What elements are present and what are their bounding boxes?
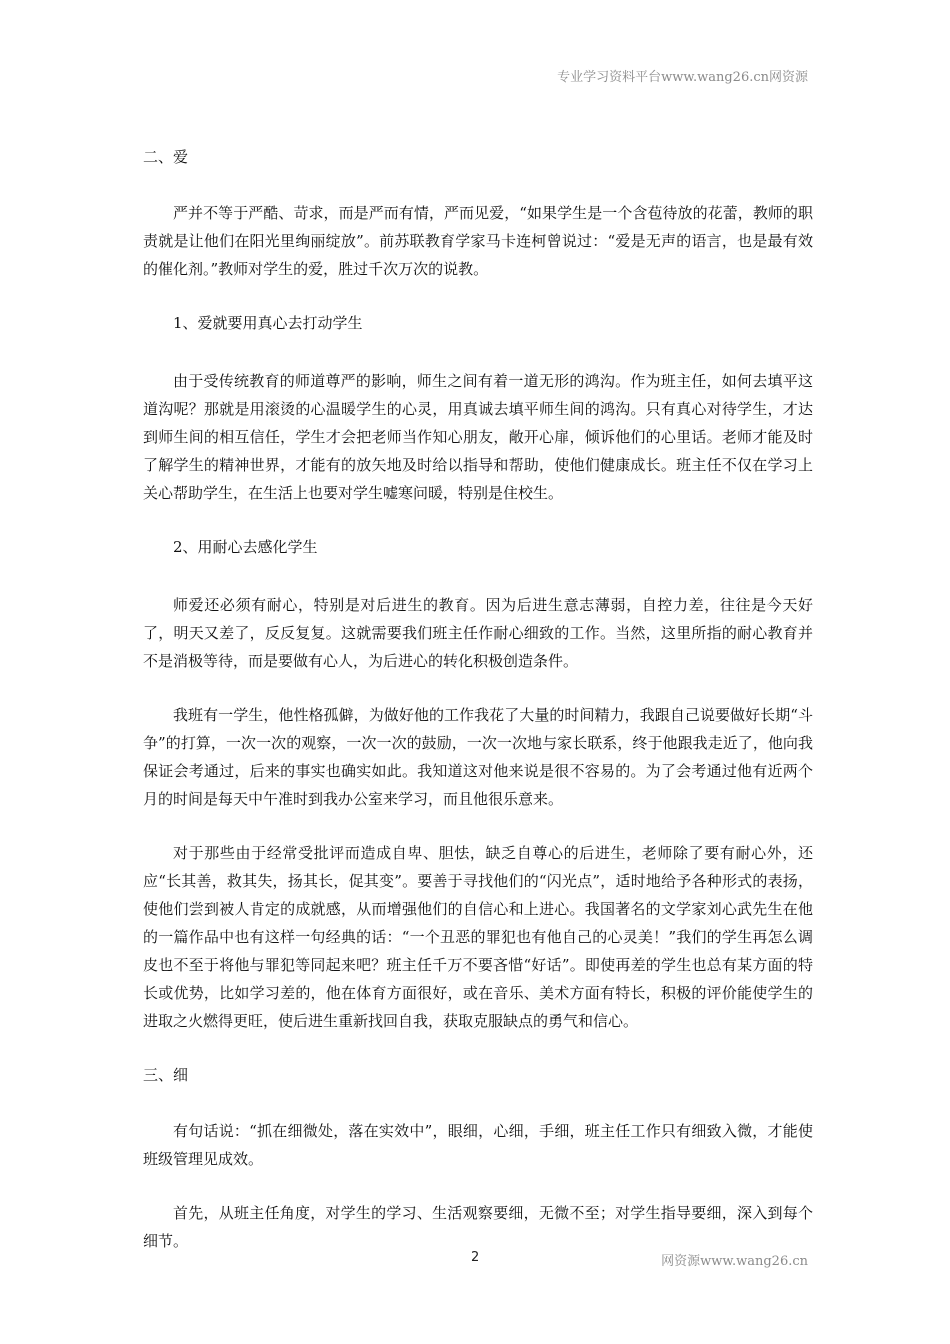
section-title-love: 二、爱 bbox=[143, 148, 189, 166]
paragraph-patience-3: 对于那些由于经常受批评而造成自卑、胆怯，缺乏自尊心的后进生，老师除了要有耐心外，还应“长其善，救其失，扬其长，促其变”。要善于寻找他们的“闪光点”，适时地给予各种形式的表扬，使他们尝到被人肯定的成就感，从而增强他们的自信心和上进心。我国著名的文学家刘心武先生在他的一篇作品中也有这样一句经典的话：“一个丑恶的罪犯也有他自己的心灵美！”我们的学生再怎么调皮也不至于将他与罪犯等同起来吧？班主任千万不要吝惜“好话”。即使再差的学生也总有某方面的特长或优势，比如学习差的，他在体育方面很好，或在音乐、美术方面有特长，积极的评价能使学生的进取之火燃得更旺，使后进生重新找回自我，获取克服缺点的勇气和信心。 bbox=[143, 844, 813, 1030]
paragraph-detail-1: 有句话说：“抓在细微处，落在实效中”，眼细，心细，手细，班主任工作只有细致入微，才能使班级管理见成效。 bbox=[143, 1122, 813, 1168]
subsection-title-sincerity: 1、爱就要用真心去打动学生 bbox=[173, 314, 363, 332]
page-number: 2 bbox=[471, 1250, 480, 1265]
subsection-title-patience: 2、用耐心去感化学生 bbox=[173, 538, 318, 556]
page-header: 专业学习资料平台www.wang26.cn网资源 bbox=[557, 70, 808, 85]
paragraph-sincerity: 由于受传统教育的师道尊严的影响，师生之间有着一道无形的鸿沟。作为班主任，如何去填平这道沟呢？那就是用滚烫的心温暖学生的心灵，用真诚去填平师生间的鸿沟。只有真心对待学生，才达到师生间的相互信任，学生才会把老师当作知心朋友，敞开心扉，倾诉他们的心里话。老师才能及时了解学生的精神世界，才能有的放矢地及时给以指导和帮助，使他们健康成长。班主任不仅在学习上关心帮助学生，在生活上也要对学生嘘寒问暖，特别是住校生。 bbox=[143, 372, 813, 502]
page-footer: 网资源www.wang26.cn bbox=[661, 1254, 808, 1269]
section-intro-love: 严并不等于严酷、苛求，而是严而有情，严而见爱，“如果学生是一个含苞待放的花蕾，教师的职责就是让他们在阳光里绚丽绽放”。前苏联教育学家马卡连柯曾说过：“爱是无声的语言，也是最有效的催化剂。”教师对学生的爱，胜过千次万次的说教。 bbox=[143, 204, 813, 278]
paragraph-patience-2: 我班有一学生，他性格孤僻，为做好他的工作我花了大量的时间精力，我跟自己说要做好长期“斗争”的打算，一次一次的观察，一次一次的鼓励，一次一次地与家长联系，终于他跟我走近了，他向我保证会考通过，后来的事实也确实如此。我知道这对他来说是很不容易的。为了会考通过他有近两个月的时间是每天中午准时到我办公室来学习，而且他很乐意来。 bbox=[143, 706, 813, 808]
document-body bbox=[143, 143, 813, 1281]
paragraph-detail-2: 首先，从班主任角度，对学生的学习、生活观察要细，无微不至；对学生指导要细，深入到每个细节。 bbox=[143, 1204, 813, 1250]
section-title-detail: 三、细 bbox=[143, 1066, 189, 1084]
paragraph-patience-1: 师爱还必须有耐心，特别是对后进生的教育。因为后进生意志薄弱，自控力差，往往是今天好了，明天又差了，反反复复。这就需要我们班主任作耐心细致的工作。当然，这里所指的耐心教育并不是消极等待，而是要做有心人，为后进心的转化积极创造条件。 bbox=[143, 596, 813, 670]
